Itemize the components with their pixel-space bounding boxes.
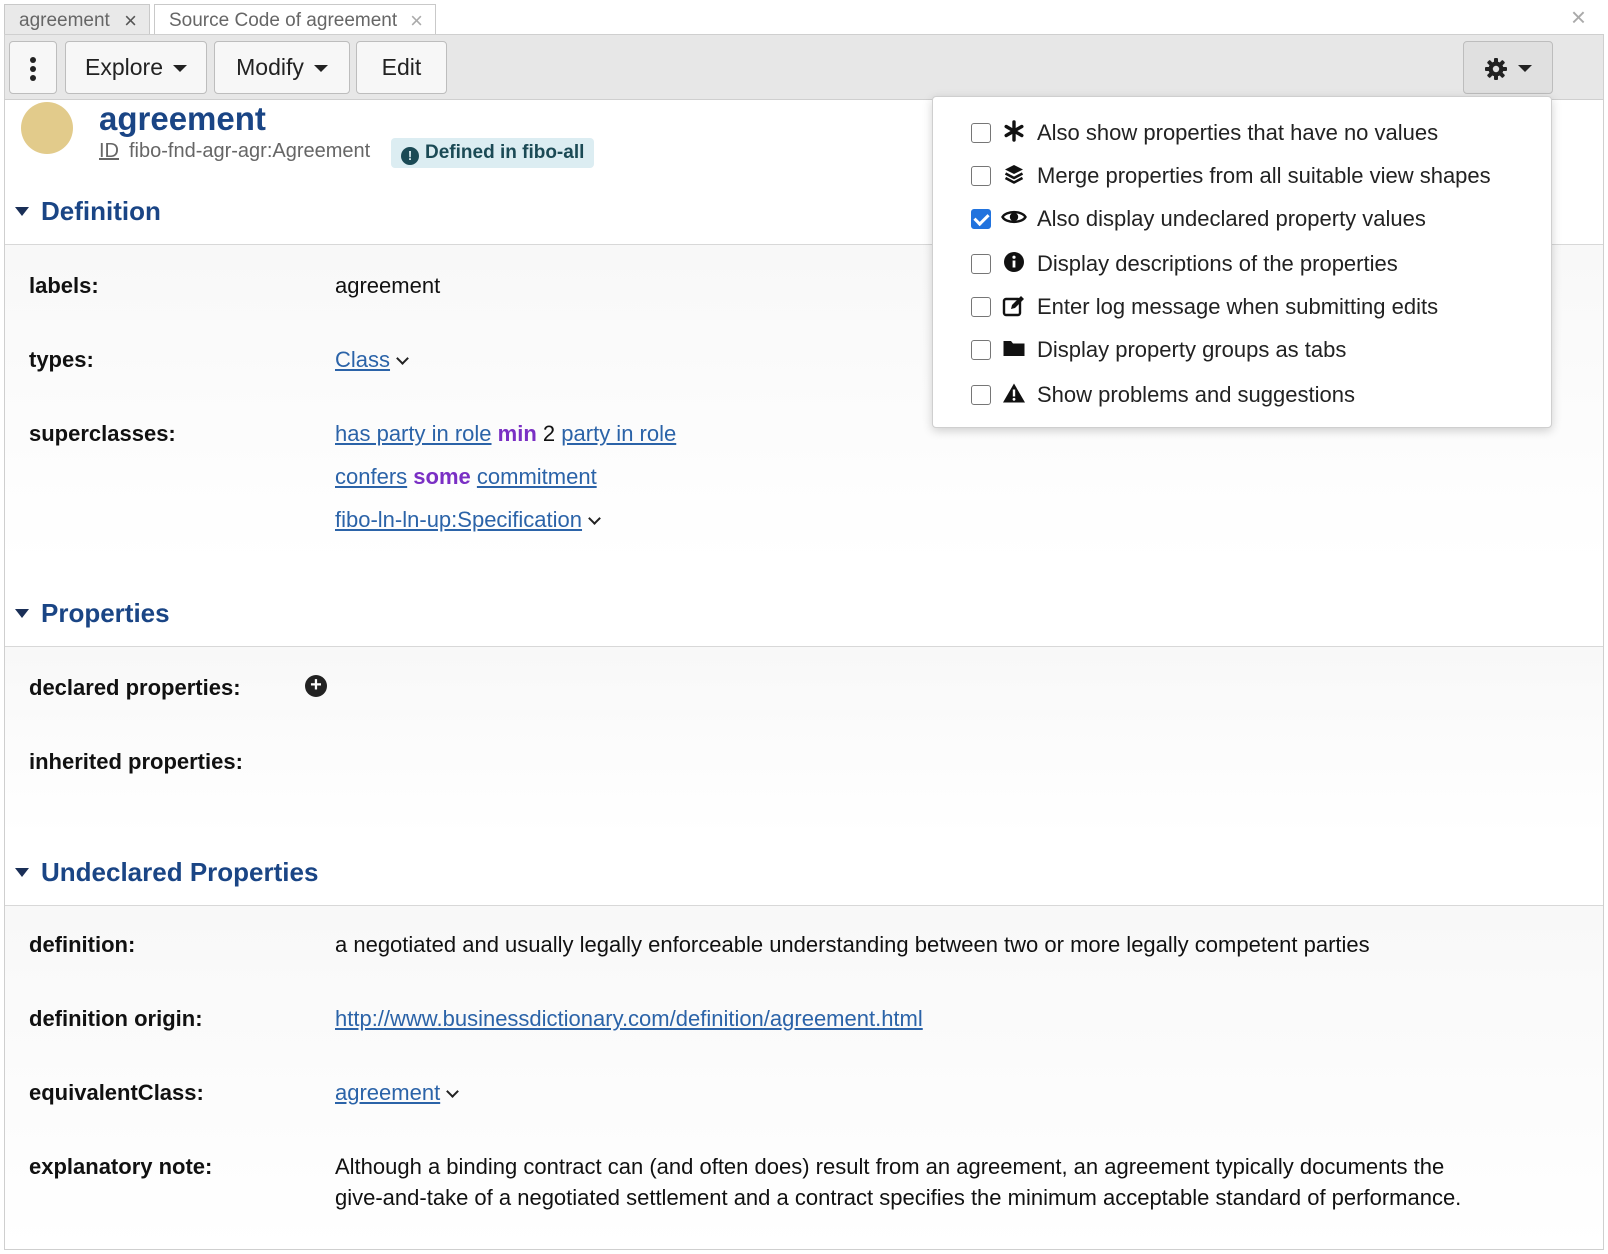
party-in-role-link[interactable]: party in role <box>561 421 677 446</box>
chevron-down-icon[interactable] <box>588 512 601 525</box>
edit-icon <box>1001 294 1027 320</box>
settings-dropdown-menu <box>932 96 1552 428</box>
log-message-checkbox[interactable] <box>971 297 991 317</box>
specification-link[interactable]: fibo-ln-ln-up:Specification <box>335 507 583 532</box>
menu-item-label: Also display undeclared property values <box>1037 206 1426 231</box>
undeclared-section-toggle[interactable] <box>15 857 318 897</box>
display-descriptions-checkbox[interactable] <box>971 254 991 274</box>
definition-origin-link[interactable]: http://www.businessdictionary.com/definition/agreement.html <box>335 1006 923 1031</box>
superclass-restriction-1 <box>335 421 676 447</box>
explore-button[interactable] <box>65 41 207 94</box>
merge-view-shapes-checkbox[interactable] <box>971 166 991 186</box>
caret-down-icon <box>314 65 328 72</box>
types-label: types: <box>29 347 94 372</box>
menu-item-groups-as-tabs[interactable] <box>971 331 1541 371</box>
menu-item-label: Display descriptions of the properties <box>1037 251 1398 276</box>
collapse-triangle-icon <box>15 207 29 216</box>
labels-value: agreement <box>335 273 441 298</box>
warning-icon <box>1001 382 1027 408</box>
kebab-icon <box>30 54 36 84</box>
eye-icon <box>1001 206 1027 232</box>
some-keyword: some <box>413 464 471 489</box>
section-title: Properties <box>41 598 170 628</box>
inherited-properties-label: inherited properties: <box>29 749 243 774</box>
settings-button[interactable] <box>1463 41 1553 94</box>
caret-down-icon <box>1518 65 1532 72</box>
layers-icon <box>1001 163 1027 189</box>
superclass-restriction-2 <box>335 464 597 490</box>
definition-origin-label: definition origin: <box>29 1006 203 1031</box>
avatar <box>21 102 73 154</box>
agreement-link[interactable]: agreement <box>335 1080 441 1105</box>
superclass-3 <box>335 507 599 533</box>
menu-item-display-descriptions[interactable] <box>971 245 1541 285</box>
min-keyword: min <box>497 421 537 446</box>
undeclared-section <box>5 905 1604 1250</box>
cardinality-value: 2 <box>542 421 556 446</box>
labels-label: labels: <box>29 273 99 298</box>
show-problems-checkbox[interactable] <box>971 385 991 405</box>
asterisk-icon <box>1001 120 1027 146</box>
caret-down-icon <box>173 65 187 72</box>
defined-in-badge <box>391 138 594 168</box>
menu-item-show-empty-properties[interactable] <box>971 114 1541 154</box>
page-title: agreement <box>99 100 266 137</box>
explanatory-note-label: explanatory note: <box>29 1154 213 1179</box>
show-empty-properties-checkbox[interactable] <box>971 123 991 143</box>
properties-section <box>5 646 1604 836</box>
superclasses-label: superclasses: <box>29 421 176 446</box>
confers-link[interactable]: confers <box>335 464 408 489</box>
groups-as-tabs-checkbox[interactable] <box>971 340 991 360</box>
tab-close-icon[interactable]: × <box>410 8 423 33</box>
modify-button[interactable] <box>214 41 350 94</box>
menu-item-label: Also show properties that have no values <box>1037 120 1439 145</box>
tab-label: agreement <box>19 10 110 31</box>
equivalent-class-value <box>335 1080 457 1106</box>
toolbar <box>4 34 1604 100</box>
menu-item-label: Show problems and suggestions <box>1037 382 1355 407</box>
tab-label: Source Code of agreement <box>169 10 398 31</box>
explanatory-note-line-2: give-and-take of a negotiated settlement and a contract specifies the minimum acceptable standard of performance. <box>335 1185 1462 1210</box>
has-party-in-role-link[interactable]: has party in role <box>335 421 492 446</box>
menu-item-display-undeclared[interactable] <box>971 200 1541 240</box>
modify-label: Modify <box>236 54 304 80</box>
menu-item-label: Merge properties from all suitable view shapes <box>1037 163 1491 188</box>
types-value <box>335 347 407 373</box>
collapse-triangle-icon <box>15 609 29 618</box>
properties-section-toggle[interactable] <box>15 598 170 638</box>
chevron-down-icon[interactable] <box>396 352 409 365</box>
class-link[interactable]: Class <box>335 347 391 372</box>
resource-id <box>99 140 370 163</box>
section-title: Definition <box>41 196 161 226</box>
menu-item-show-problems[interactable] <box>971 376 1541 416</box>
info-icon <box>1001 251 1027 277</box>
edit-button[interactable]: Edit <box>356 41 447 94</box>
chevron-down-icon[interactable] <box>446 1085 459 1098</box>
menu-item-log-message[interactable] <box>971 288 1541 328</box>
tab-source-code[interactable] <box>154 4 436 36</box>
definition-section-toggle[interactable] <box>15 196 161 236</box>
declared-properties-label: declared properties: <box>29 675 241 700</box>
add-property-icon[interactable]: + <box>305 675 327 697</box>
tab-strip <box>0 0 1608 36</box>
definition-value: a negotiated and usually legally enforceable understanding between two or more legally competent parties <box>335 932 1370 957</box>
display-undeclared-checkbox[interactable] <box>971 209 991 229</box>
definition-label: definition: <box>29 932 136 957</box>
id-label: ID <box>99 140 119 162</box>
menu-item-merge-view-shapes[interactable] <box>971 157 1541 197</box>
collapse-triangle-icon <box>15 868 29 877</box>
gear-icon <box>1484 57 1508 81</box>
equivalent-class-label: equivalentClass: <box>29 1080 204 1105</box>
more-actions-button[interactable] <box>9 41 57 94</box>
id-value: fibo-fnd-agr-agr:Agreement <box>129 140 371 162</box>
folder-icon <box>1001 337 1027 363</box>
tab-close-icon[interactable]: × <box>124 8 137 33</box>
menu-item-label: Enter log message when submitting edits <box>1037 294 1439 319</box>
explanatory-note-line-1: Although a binding contract can (and often does) result from an agreement, an agreement typically documents the <box>335 1154 1445 1179</box>
menu-item-label: Display property groups as tabs <box>1037 337 1347 362</box>
explore-label: Explore <box>85 54 163 80</box>
info-icon: ! <box>401 147 419 165</box>
commitment-link[interactable]: commitment <box>476 464 597 489</box>
window-close-icon[interactable]: × <box>1570 2 1586 32</box>
tab-agreement[interactable] <box>4 4 150 36</box>
section-title: Undeclared Properties <box>41 857 319 887</box>
definition-origin-value <box>335 1006 923 1032</box>
badge-text: Defined in fibo-all <box>425 142 585 163</box>
